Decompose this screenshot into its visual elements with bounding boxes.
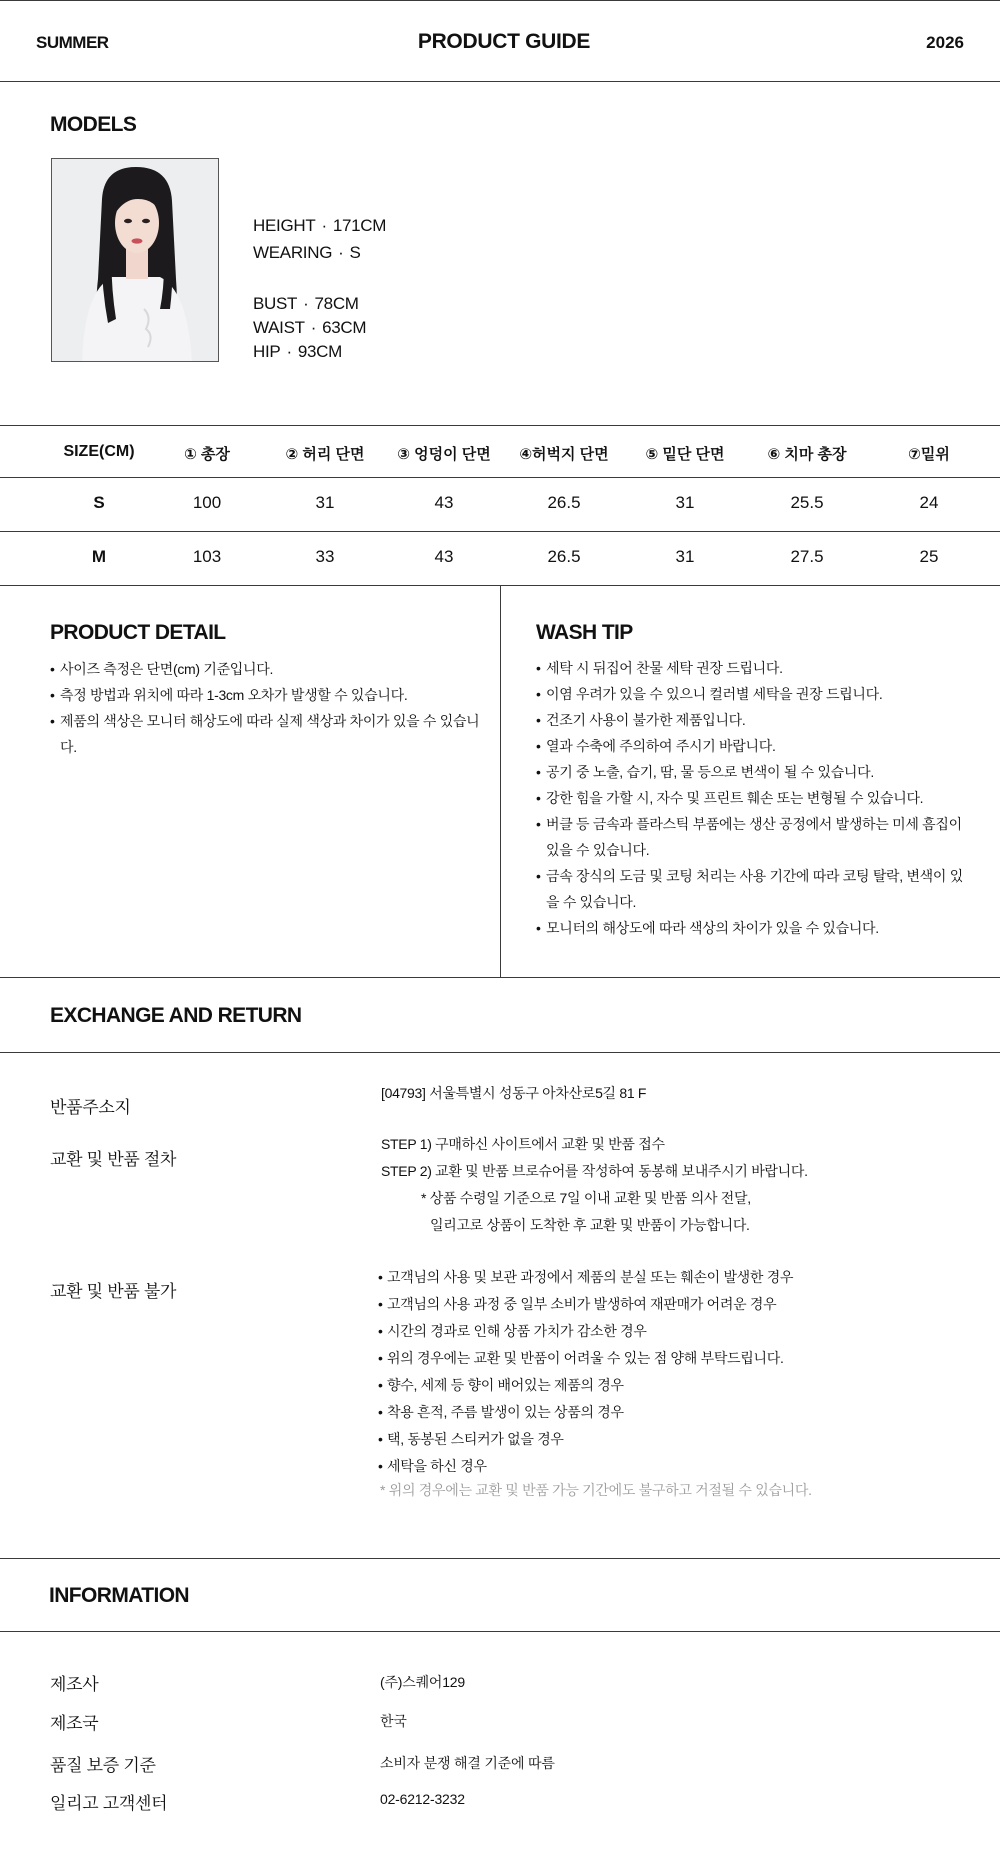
- size-table-row-divider: [0, 531, 1000, 532]
- header-divider: [0, 81, 1000, 82]
- size-cell: 26.5: [547, 493, 581, 512]
- model-stat-waist: [253, 318, 366, 338]
- models-title: MODELS: [50, 113, 137, 136]
- info-label-quality: 품질 보증 기준: [50, 1756, 156, 1775]
- year-label: 2026: [926, 33, 964, 52]
- stat-value: 78CM: [314, 294, 359, 313]
- model-stat-bust: [253, 294, 359, 314]
- stat-separator: ·: [338, 243, 344, 262]
- size-header-cell: ⑦밑위: [908, 446, 950, 463]
- wash-tip-title: WASH TIP: [536, 621, 633, 644]
- stat-label: HEIGHT: [253, 216, 316, 235]
- list-item: • 모니터의 해상도에 따라 색상의 차이가 있을 수 있습니다.: [536, 915, 976, 941]
- list-item: • 이염 우려가 있을 수 있으니 컬러별 세탁을 권장 드립니다.: [536, 681, 976, 707]
- exchange-title: EXCHANGE AND RETURN: [50, 1004, 302, 1027]
- information-title: INFORMATION: [49, 1584, 189, 1607]
- list-item: • 택, 동봉된 스티커가 없을 경우: [378, 1426, 793, 1453]
- size-cell: 31: [315, 493, 335, 512]
- model-stat-height: [253, 216, 386, 236]
- information-top-border: [0, 1558, 1000, 1559]
- info-value-country: 한국: [380, 1713, 407, 1729]
- size-cell: 43: [434, 547, 454, 566]
- list-item: • 고객님의 사용 및 보관 과정에서 제품의 분실 또는 훼손이 발생한 경우: [378, 1264, 793, 1291]
- list-item: • 공기 중 노출, 습기, 땀, 물 등으로 변색이 될 수 있습니다.: [536, 759, 976, 785]
- page-title: PRODUCT GUIDE: [417, 30, 591, 53]
- stat-label: BUST: [253, 294, 298, 313]
- model-stat-wearing: [253, 243, 361, 263]
- list-item: • 세탁 시 뒤집어 찬물 세탁 권장 드립니다.: [536, 655, 976, 681]
- procedure-step: STEP 1) 구매하신 사이트에서 교환 및 반품 접수: [381, 1136, 665, 1152]
- size-cell: 24: [919, 493, 939, 512]
- size-header-cell: ④허벅지 단면: [519, 446, 609, 463]
- size-cell: 43: [434, 493, 454, 512]
- info-value-manufacturer: (주)스퀘어129: [380, 1674, 465, 1690]
- stat-value: 171CM: [332, 216, 387, 235]
- top-border: [0, 0, 1000, 1]
- product-detail-title: PRODUCT DETAIL: [50, 621, 226, 644]
- stat-value: 63CM: [322, 318, 367, 337]
- size-table-header-divider: [0, 477, 1000, 478]
- stat-separator: ·: [321, 216, 327, 235]
- stat-label: WAIST: [253, 318, 305, 337]
- exchange-top-border: [0, 977, 1000, 978]
- exchange-title-divider: [0, 1052, 1000, 1053]
- list-item: • 금속 장식의 도금 및 코팅 처리는 사용 기간에 따라 코팅 탈락, 변색이 있을 수 있습니다.: [536, 863, 976, 915]
- size-cell: 31: [675, 547, 695, 566]
- list-item: • 고객님의 사용 과정 중 일부 소비가 발생하여 재판매가 어려운 경우: [378, 1291, 793, 1318]
- size-header-cell: ② 허리 단면: [285, 446, 365, 463]
- return-address: [04793] 서울특별시 성동구 아차산로5길 81 F: [381, 1085, 647, 1101]
- list-item: • 제품의 색상은 모니터 해상도에 따라 실제 색상과 차이가 있을 수 있습니다.: [50, 708, 490, 760]
- size-header-cell: ⑥ 치마 총장: [767, 446, 847, 463]
- size-cell: M: [91, 547, 107, 566]
- size-cell: 25.5: [790, 493, 824, 512]
- detail-wash-divider: [500, 586, 501, 978]
- model-stat-hip: [253, 342, 342, 362]
- list-item: • 위의 경우에는 교환 및 반품이 어려울 수 있는 점 양해 부탁드립니다.: [378, 1345, 793, 1372]
- size-header-cell: ③ 엉덩이 단면: [397, 446, 491, 463]
- stat-separator: ·: [310, 318, 317, 337]
- list-item: • 향수, 세제 등 향이 배어있는 제품의 경우: [378, 1372, 793, 1399]
- size-cell: 103: [192, 547, 222, 566]
- stat-label: HIP: [253, 342, 281, 361]
- season-label: SUMMER: [36, 33, 109, 52]
- model-photo: [51, 158, 219, 362]
- stat-separator: ·: [303, 294, 309, 313]
- size-cell: S: [93, 493, 105, 512]
- stat-value: 93CM: [297, 342, 342, 361]
- info-label-country: 제조국: [50, 1714, 99, 1733]
- list-item: • 사이즈 측정은 단면(cm) 기준입니다.: [50, 656, 490, 682]
- list-item: • 버클 등 금속과 플라스틱 부품에는 생산 공정에서 발생하는 미세 흠집이 있을 수 있습니다.: [536, 811, 976, 863]
- list-item: • 건조기 사용이 불가한 제품입니다.: [536, 707, 976, 733]
- info-label-manufacturer: 제조사: [50, 1675, 99, 1694]
- procedure-note: * 상품 수령일 기준으로 7일 이내 교환 및 반품 의사 전달,: [421, 1190, 751, 1206]
- size-header-cell: SIZE(CM): [63, 443, 135, 460]
- size-table-top-border: [0, 425, 1000, 426]
- size-cell: 33: [315, 547, 335, 566]
- info-label-customer-center: 일리고 고객센터: [50, 1794, 168, 1813]
- exchange-disclaimer: * 위의 경우에는 교환 및 반품 가능 기간에도 불구하고 거절될 수 있습니다.: [380, 1482, 812, 1498]
- info-value-customer-center: 02-6212-3232: [380, 1791, 465, 1807]
- stat-value: S: [349, 243, 361, 262]
- list-item: • 측정 방법과 위치에 따라 1-3cm 오차가 발생할 수 있습니다.: [50, 682, 490, 708]
- size-cell: 100: [192, 493, 222, 512]
- size-cell: 25: [919, 547, 939, 566]
- product-detail-list: [50, 656, 490, 760]
- list-item: • 세탁을 하신 경우: [378, 1453, 793, 1480]
- procedure-note: 일리고로 상품이 도착한 후 교환 및 반품이 가능합니다.: [430, 1217, 750, 1233]
- wash-tip-list: [536, 655, 976, 941]
- info-value-quality: 소비자 분쟁 해결 기준에 따름: [380, 1755, 555, 1771]
- size-cell: 26.5: [547, 547, 581, 566]
- not-allowed-label: 교환 및 반품 불가: [50, 1282, 177, 1301]
- list-item: • 강한 힘을 가할 시, 자수 및 프린트 훼손 또는 변형될 수 있습니다.: [536, 785, 976, 811]
- not-allowed-list: [378, 1264, 793, 1480]
- size-header-cell: ⑤ 밑단 단면: [645, 446, 725, 463]
- procedure-label: 교환 및 반품 절차: [50, 1150, 177, 1169]
- stat-separator: ·: [286, 342, 292, 361]
- size-cell: 27.5: [790, 547, 824, 566]
- stat-label: WEARING: [253, 243, 333, 262]
- size-header-cell: ① 총장: [184, 446, 230, 463]
- list-item: • 착용 흔적, 주름 발생이 있는 상품의 경우: [378, 1399, 793, 1426]
- size-cell: 31: [675, 493, 695, 512]
- return-address-label: 반품주소지: [50, 1098, 131, 1117]
- list-item: • 시간의 경과로 인해 상품 가치가 감소한 경우: [378, 1318, 793, 1345]
- information-title-divider: [0, 1631, 1000, 1632]
- procedure-step: STEP 2) 교환 및 반품 브로슈어를 작성하여 동봉해 보내주시기 바랍니다.: [381, 1163, 808, 1179]
- list-item: • 열과 수축에 주의하여 주시기 바랍니다.: [536, 733, 976, 759]
